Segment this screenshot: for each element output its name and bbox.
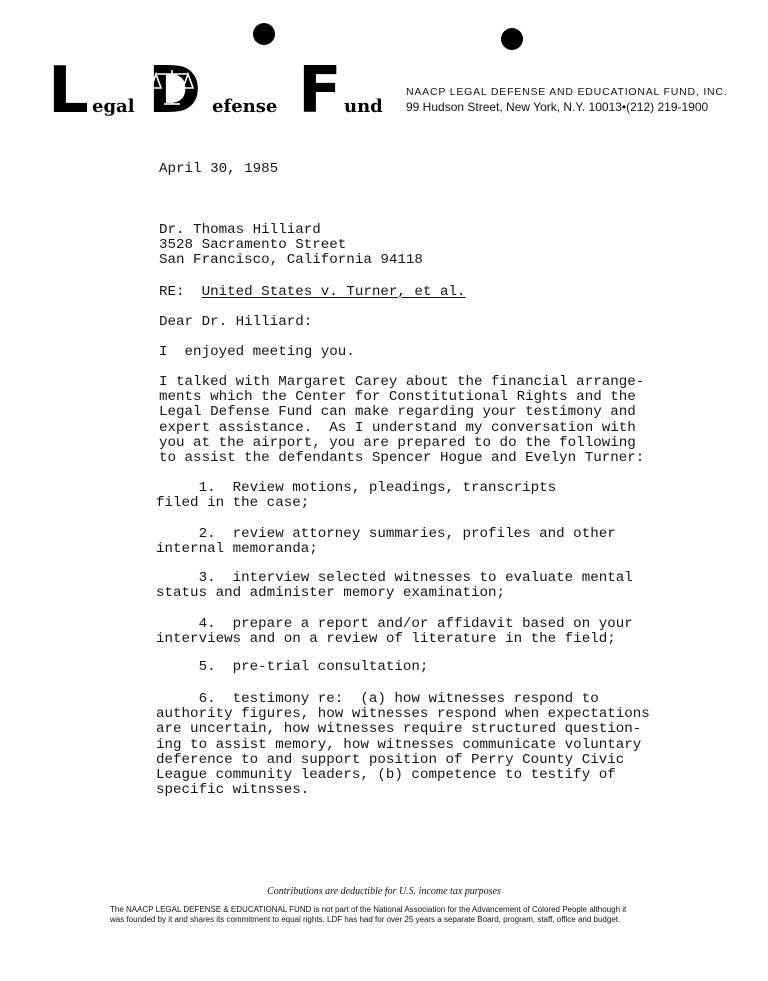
recipient-street: 3528 Sacramento Street <box>159 237 347 253</box>
re-label: RE: <box>159 284 185 300</box>
org-name: NAACP LEGAL DEFENSE AND EDUCATIONAL FUND, INC. <box>406 86 728 98</box>
recipient-city: San Francisco, California 94118 <box>159 252 423 268</box>
list-item-6: 6. testimony re: (a) how witnesses respond to authority figures, how witnesses respond when expectations are uncertain, how witnesses require structured question- ing to assist memory, how witnesses communicate voluntary deference to and support position of Perry County Civic League community leaders, (b) competence to testify of specific witnsses. <box>156 691 650 799</box>
org-address: 99 Hudson Street, New York, N.Y. 10013•(212) 219-1900 <box>406 100 709 114</box>
footer-disclaimer-line-1: The NAACP LEGAL DEFENSE & EDUCATIONAL FUND is not part of the National Association for the Advancement of Colored People although it <box>110 905 627 914</box>
list-item-5: 5. pre-trial consultation; <box>156 659 429 675</box>
list-item-4: 4. prepare a report and/or affidavit based on your interviews and on a review of literature in the field; <box>156 616 633 648</box>
salutation: Dear Dr. Hilliard: <box>159 314 313 330</box>
logo-letter-l: L <box>48 54 89 122</box>
logo-dot-left <box>253 23 275 45</box>
logo-word-efense: efense <box>212 96 278 117</box>
logo-word-egal: egal <box>92 96 135 117</box>
re-subject: United States v. Turner, et al. <box>201 284 466 300</box>
ldf-logo <box>48 22 388 122</box>
opening-line: I enjoyed meeting you. <box>159 344 355 360</box>
footer-disclaimer <box>110 905 710 925</box>
footer-tax-note: Contributions are deductible for U.S. income tax purposes <box>267 886 501 897</box>
list-item-2: 2. review attorney summaries, profiles and other internal memoranda; <box>156 526 616 558</box>
logo-letter-d: D <box>148 54 202 122</box>
list-item-3: 3. interview selected witnesses to evaluate mental status and administer memory examination; <box>156 570 633 602</box>
list-item-1: 1. Review motions, pleadings, transcripts filed in the case; <box>156 480 557 512</box>
logo-dot-right <box>501 28 523 50</box>
footer-disclaimer-line-2: was founded by it and shares its commitment to equal rights. LDF has had for over 25 years a separate Board, program, staff, office and budget. <box>110 915 621 924</box>
logo-letter-f: F <box>298 54 342 122</box>
re-line <box>159 285 466 300</box>
body-paragraph: I talked with Margaret Carey about the financial arrange- ments which the Center for Constitutional Rights and the Legal Defense Fund can make regarding your testimony and expert assistance. As I understand my conversation with you at the airport, you are prepared to do the following to assist the defendants Spencer Hogue and Evelyn Turner: <box>159 374 645 467</box>
recipient-name: Dr. Thomas Hilliard <box>159 222 321 238</box>
logo-word-und: und <box>344 96 383 117</box>
letter-date: April 30, 1985 <box>159 161 279 177</box>
